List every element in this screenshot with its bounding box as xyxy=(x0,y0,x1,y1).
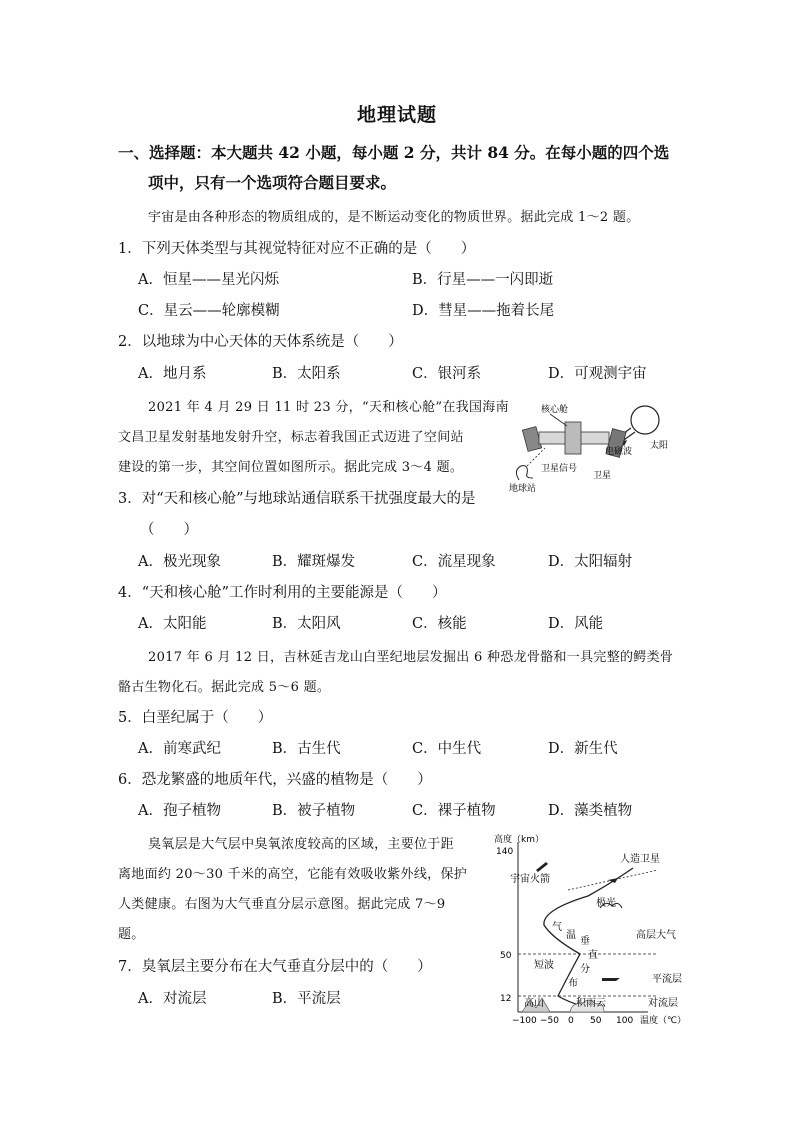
curve-char-2: 温 xyxy=(566,930,576,941)
x-tick-50: 50 xyxy=(590,1016,602,1026)
question-5-option-a: A．前寒武纪 xyxy=(138,741,221,757)
intro-4-line3: 人类健康。右图为大气垂直分层示意图。据此完成 7～9 xyxy=(118,897,446,912)
cloud-label: 积雨云 xyxy=(576,998,606,1009)
intro-3-line1: 2017 年 6 月 12 日，吉林延吉龙山白垩纪地层发掘出 6 种恐龙骨骼和一具完整的鳄类骨 xyxy=(148,650,674,665)
question-6-option-a: A．孢子植物 xyxy=(138,803,221,819)
intro-4-line2: 离地面约 20～30 千米的高空，它能有效吸收紫外线，保护 xyxy=(118,867,468,882)
rocket-label: 宇宙火箭 xyxy=(510,874,550,885)
question-6-option-d: D．藻类植物 xyxy=(548,803,633,819)
intro-2-line1: 2021 年 4 月 29 日 11 时 23 分，“天和核心舱”在我国海南 xyxy=(148,400,509,415)
question-3-option-a: A．极光现象 xyxy=(138,554,221,570)
curve-char-4: 直 xyxy=(588,950,598,961)
curve-char-3: 垂 xyxy=(580,936,590,947)
satellite-label: 卫星 xyxy=(593,471,612,481)
question-1-option-a: A．恒星——星光闪烁 xyxy=(138,272,279,288)
atmosphere-layers-figure xyxy=(488,830,750,1026)
troposphere-label: 对流层 xyxy=(648,998,678,1009)
question-6-option-b: B．被子植物 xyxy=(272,803,356,819)
intro-4-line4: 题。 xyxy=(118,927,145,942)
question-1-option-c: C．星云——轮廓模糊 xyxy=(138,303,280,319)
intro-1: 宇宙是由各种形态的物质组成的，是不断运动变化的物质世界。据此完成 1～2 题。 xyxy=(148,210,640,225)
question-1-option-d: D．彗星——拖着长尾 xyxy=(412,303,555,319)
question-3-option-c: C．流星现象 xyxy=(412,554,496,570)
satellite-signal-label: 卫星信号 xyxy=(541,464,578,474)
rocket-icon xyxy=(536,862,548,872)
curve-char-1: 气 xyxy=(552,922,562,933)
question-4-option-d: D．风能 xyxy=(548,616,604,632)
mountain-label: 高山 xyxy=(524,998,544,1009)
question-5-option-b: B．古生代 xyxy=(272,741,341,757)
sun-icon xyxy=(631,406,659,434)
question-5-option-c: C．中生代 xyxy=(412,741,482,757)
x-tick-0: 0 xyxy=(568,1016,574,1026)
question-1-option-b: B．行星——一闪即逝 xyxy=(412,272,554,288)
y-tick-12: 12 xyxy=(500,994,512,1004)
question-2-stem: 2．以地球为中心天体的天体系统是（ ） xyxy=(118,334,403,350)
question-4-option-c: C．核能 xyxy=(412,616,467,632)
curve-char-5: 分 xyxy=(580,964,590,975)
y-tick-50: 50 xyxy=(500,951,512,961)
question-5-option-d: D．新生代 xyxy=(548,741,618,757)
stratosphere-label: 平流层 xyxy=(652,974,682,985)
question-4-option-a: A．太阳能 xyxy=(138,616,207,632)
intro-2-line3: 建设的第一步，其空间位置如图所示。据此完成 3～4 题。 xyxy=(118,460,464,475)
question-7-stem: 7．臭氧层主要分布在大气垂直分层中的（ ） xyxy=(118,959,432,975)
shortwave-label: 短波 xyxy=(534,960,554,971)
x-tick-100: 100 xyxy=(616,1016,634,1026)
curve-char-6: 布 xyxy=(568,978,578,989)
satellite-label: 人造卫星 xyxy=(620,854,660,865)
section-header-line1: 一、选择题：本大题共 42 小题，每小题 2 分，共计 84 分。在每小题的四个选 xyxy=(118,143,670,162)
x-tick-neg50: −50 xyxy=(540,1016,559,1026)
question-4-stem: 4．“天和核心舱”工作时利用的主要能源是（ ） xyxy=(118,585,447,601)
question-1-stem: 1．下列天体类型与其视觉特征对应不正确的是（ ） xyxy=(118,241,476,257)
y-tick-140: 140 xyxy=(496,847,514,857)
question-5-stem: 5．白垩纪属于（ ） xyxy=(118,710,273,726)
space-station-figure xyxy=(505,398,675,494)
intro-3-line2: 骼古生物化石。据此完成 5～6 题。 xyxy=(118,680,331,695)
question-3-option-d: D．太阳辐射 xyxy=(548,554,633,570)
question-2-option-a: A．地月系 xyxy=(138,366,207,382)
ground-station-icon xyxy=(516,466,533,480)
satellite-icon xyxy=(608,878,618,883)
question-2-option-b: B．太阳系 xyxy=(272,366,341,382)
sun-label: 太阳 xyxy=(650,441,669,451)
question-6-option-c: C．裸子植物 xyxy=(412,803,496,819)
question-3-stem-line2: （ ） xyxy=(140,522,198,538)
upper-atmosphere-label: 高层大气 xyxy=(636,930,676,941)
x-axis-label: 温度（℃） xyxy=(640,1016,687,1026)
ground-station-label: 地球站 xyxy=(509,484,537,494)
question-7-option-a: A．对流层 xyxy=(138,991,207,1007)
airplane-icon xyxy=(602,978,620,981)
page-title: 地理试题 xyxy=(356,104,437,126)
intro-2-line2: 文昌卫星发射基地发射升空，标志着我国正式迈进了空间站 xyxy=(118,430,464,445)
y-axis-label: 高度（km） xyxy=(494,835,544,845)
question-6-stem: 6．恐龙繁盛的地质年代，兴盛的植物是（ ） xyxy=(118,772,432,788)
question-3-option-b: B．耀斑爆发 xyxy=(272,554,356,570)
x-tick-neg100: −100 xyxy=(512,1016,537,1026)
electromagnetic-wave-label: 电磁波 xyxy=(605,447,633,457)
question-2-option-c: C．银河系 xyxy=(412,366,482,382)
section-header-line2: 项中，只有一个选项符合题目要求。 xyxy=(148,173,397,192)
question-4-option-b: B．太阳风 xyxy=(272,616,341,632)
question-7-option-b: B．平流层 xyxy=(272,991,341,1007)
question-2-option-d: D．可观测宇宙 xyxy=(548,366,647,382)
aurora-label: 极光 xyxy=(596,898,616,909)
core-module-label: 核心舱 xyxy=(541,405,569,415)
question-3-stem-line1: 3．对“天和核心舱”与地球站通信联系干扰强度最大的是 xyxy=(118,491,476,507)
intro-4-line1: 臭氧层是大气层中臭氧浓度较高的区域，主要位于距 xyxy=(148,837,454,852)
